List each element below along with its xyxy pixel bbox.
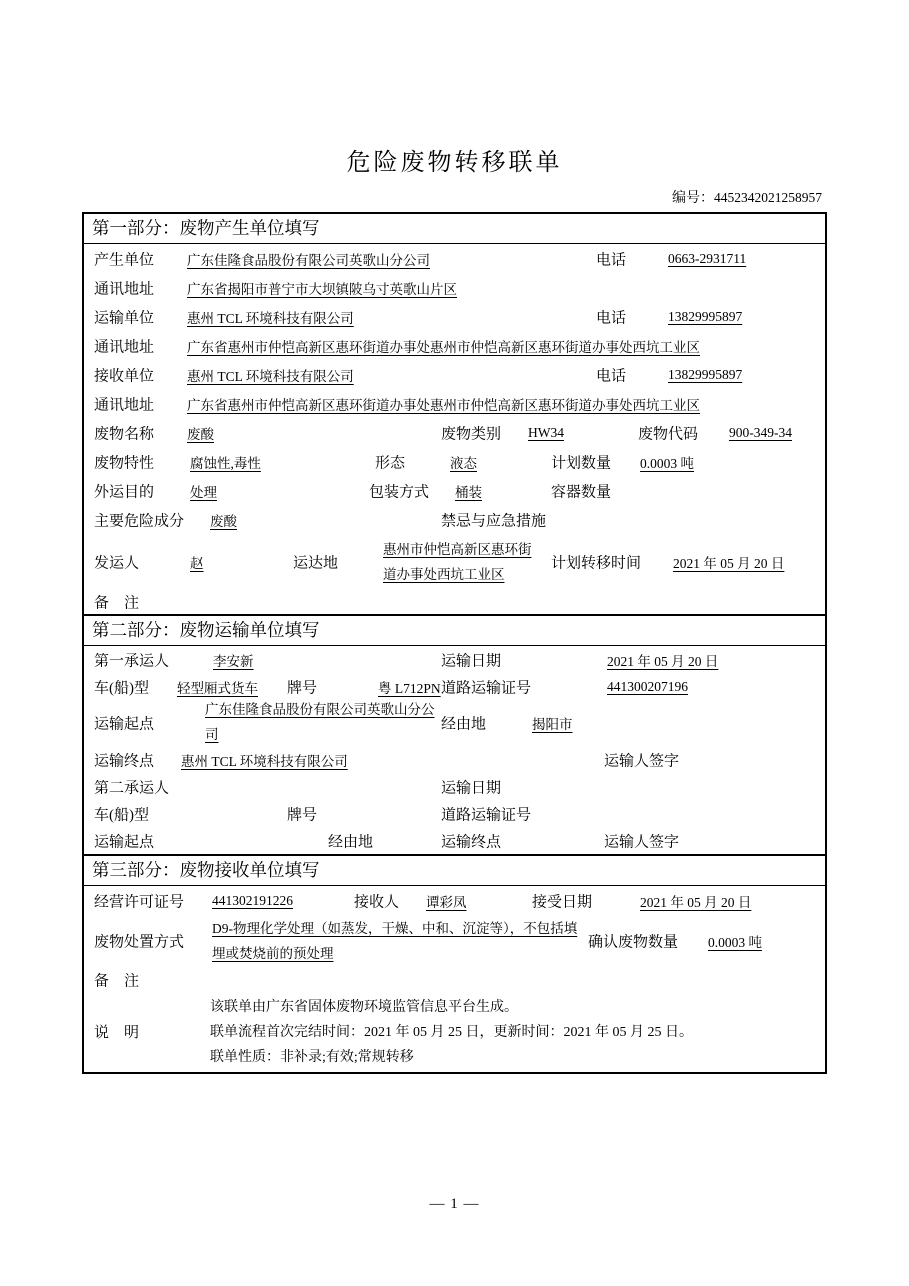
- row-transporter: [84, 302, 825, 331]
- waste-code-label: 废物代码: [638, 426, 699, 442]
- destination-value: 惠州市仲恺高新区惠环街道办事处西坑工业区: [383, 542, 532, 582]
- license-value: 441302191226: [212, 893, 293, 908]
- row-disposal: [84, 916, 825, 966]
- row-part1-remark: [84, 590, 825, 614]
- row-hazard: [84, 505, 825, 534]
- vehicle1-value: 轻型厢式货车: [177, 680, 258, 696]
- form-label: 形态: [375, 455, 406, 471]
- part3-note-line2: 联单流程首次完结时间：2021 年 05 月 25 日，更新时间：2021 年 05 月 25 日。: [210, 1025, 693, 1040]
- producer-address-label: 通讯地址: [94, 281, 155, 297]
- row-origin1: [84, 700, 825, 746]
- transporter-phone-label: 电话: [596, 310, 627, 326]
- producer-value: 广东佳隆食品股份有限公司英歌山分公司: [187, 252, 430, 268]
- row-license: [84, 886, 825, 916]
- part1-header: 第一部分：废物产生单位填写: [84, 214, 825, 244]
- row-producer-address: [84, 273, 825, 302]
- planned-qty-label: 计划数量: [551, 455, 612, 471]
- transport-date1-value: 2021 年 05 月 20 日: [607, 653, 719, 669]
- row-origin2: [84, 827, 825, 854]
- shipper-label: 发运人: [94, 555, 140, 572]
- transporter-address-label: 通讯地址: [94, 339, 155, 355]
- vehicle2-label: 车(船)型: [94, 807, 149, 823]
- part1-remark-label: 备 注: [94, 595, 140, 612]
- manifest-table: [82, 212, 827, 1074]
- waste-property-label: 废物特性: [94, 455, 155, 471]
- part3-note-label: 说 明: [94, 1025, 140, 1041]
- page-number: — 1 —: [429, 1196, 480, 1212]
- form-value: 液态: [450, 455, 477, 471]
- row-waste-name: [84, 418, 825, 447]
- plate1-label: 牌号: [287, 680, 318, 696]
- waste-category-label: 废物类别: [441, 426, 502, 442]
- carrier1-value: 李安新: [213, 653, 254, 669]
- transporter-value: 惠州 TCL 环境科技有限公司: [187, 310, 354, 326]
- shipper-value: 赵: [190, 556, 204, 571]
- disposal-label: 废物处置方式: [94, 934, 185, 951]
- transporter-phone-value: 13829995897: [668, 308, 743, 324]
- row-end1: [84, 746, 825, 773]
- part2-header: 第二部分：废物运输单位填写: [84, 614, 825, 646]
- row-producer: [84, 244, 825, 273]
- producer-phone-value: 0663-2931711: [668, 250, 747, 266]
- waste-category-value: HW34: [528, 424, 564, 440]
- part3-note-line1: 该联单由广东省固体废物环境监管信息平台生成。: [210, 1000, 518, 1015]
- row-receiver: [84, 360, 825, 389]
- carrier2-label: 第二承运人: [94, 780, 170, 796]
- row-vehicle1: [84, 673, 825, 700]
- planned-time-label: 计划转移时间: [551, 555, 642, 572]
- plate2-label: 牌号: [287, 807, 318, 823]
- receiver-value: 惠州 TCL 环境科技有限公司: [187, 368, 354, 384]
- row-part3-notes: [84, 994, 825, 1072]
- purpose-label: 外运目的: [94, 484, 155, 500]
- license-label: 经营许可证号: [94, 894, 185, 911]
- disposal-value: D9-物理化学处理（如蒸发，干燥、中和、沉淀等），不包括填埋或焚烧前的预处理: [212, 921, 578, 961]
- permit1-label: 道路运输证号: [441, 680, 532, 696]
- transport-date2-label: 运输日期: [441, 780, 502, 796]
- row-vehicle2: [84, 800, 825, 827]
- via1-label: 经由地: [441, 716, 487, 733]
- confirmed-qty-value: 0.0003 吨: [708, 935, 762, 950]
- part3-remark-label: 备 注: [94, 973, 140, 990]
- emergency-label: 禁忌与应急措施: [441, 513, 547, 529]
- planned-qty-value: 0.0003 吨: [640, 455, 694, 471]
- sign2-label: 运输人签字: [604, 834, 680, 850]
- origin2-label: 运输起点: [94, 834, 155, 850]
- purpose-value: 处理: [190, 484, 217, 500]
- container-qty-label: 容器数量: [551, 484, 612, 500]
- part3-header: 第三部分：废物接收单位填写: [84, 854, 825, 886]
- packaging-label: 包装方式: [369, 484, 430, 500]
- serial-number-label: 编号：: [672, 191, 714, 206]
- waste-name-label: 废物名称: [94, 426, 155, 442]
- waste-property-value: 腐蚀性,毒性: [190, 455, 261, 471]
- receiver-address-label: 通讯地址: [94, 397, 155, 413]
- recipient-label: 接收人: [354, 894, 400, 911]
- destination-label: 运达地: [293, 555, 339, 572]
- confirmed-qty-label: 确认废物数量: [588, 934, 679, 951]
- row-carrier1: [84, 646, 825, 673]
- document-title: 危险废物转移联单: [346, 150, 563, 176]
- row-purpose: [84, 476, 825, 505]
- serial-number-line: [0, 187, 822, 207]
- accept-date-label: 接受日期: [532, 894, 593, 911]
- producer-label: 产生单位: [94, 252, 155, 268]
- sign1-label: 运输人签字: [604, 753, 680, 769]
- row-waste-property: [84, 447, 825, 476]
- carrier1-label: 第一承运人: [94, 653, 170, 669]
- via1-value: 揭阳市: [532, 717, 573, 732]
- recipient-value: 谭彩凤: [426, 895, 467, 910]
- row-shipper: [84, 534, 825, 590]
- end2-label: 运输终点: [441, 834, 502, 850]
- serial-number-value: 4452342021258957: [714, 190, 822, 205]
- permit1-value: 441300207196: [607, 678, 688, 694]
- transport-date1-label: 运输日期: [441, 653, 502, 669]
- origin1-value: 广东佳隆食品股份有限公司英歌山分公司: [205, 702, 435, 742]
- via2-label: 经由地: [328, 834, 374, 850]
- producer-address-value: 广东省揭阳市普宁市大坝镇陂乌寸英歌山片区: [187, 281, 457, 297]
- row-carrier2: [84, 773, 825, 800]
- receiver-address-value: 广东省惠州市仲恺高新区惠环街道办事处惠州市仲恺高新区惠环街道办事处西坑工业区: [187, 397, 700, 413]
- permit2-label: 道路运输证号: [441, 807, 532, 823]
- receiver-phone-value: 13829995897: [668, 366, 743, 382]
- vehicle1-label: 车(船)型: [94, 680, 149, 696]
- row-part3-remark: [84, 966, 825, 994]
- accept-date-value: 2021 年 05 月 20 日: [640, 895, 752, 910]
- plate1-value: 粤 L712PN: [378, 680, 441, 696]
- origin1-label: 运输起点: [94, 716, 155, 733]
- waste-name-value: 废酸: [187, 426, 214, 442]
- part3-note-line3: 联单性质：非补录;有效;常规转移: [210, 1050, 414, 1065]
- transporter-address-value: 广东省惠州市仲恺高新区惠环街道办事处惠州市仲恺高新区惠环街道办事处西坑工业区: [187, 339, 700, 355]
- producer-phone-label: 电话: [596, 252, 627, 268]
- hazard-label: 主要危险成分: [94, 513, 185, 529]
- planned-time-value: 2021 年 05 月 20 日: [673, 556, 785, 571]
- end1-label: 运输终点: [94, 753, 155, 769]
- transporter-label: 运输单位: [94, 310, 155, 326]
- receiver-label: 接收单位: [94, 368, 155, 384]
- row-transporter-address: [84, 331, 825, 360]
- waste-code-value: 900-349-34: [729, 424, 792, 440]
- hazard-value: 废酸: [210, 513, 237, 529]
- end1-value: 惠州 TCL 环境科技有限公司: [181, 753, 348, 769]
- packaging-value: 桶装: [455, 484, 482, 500]
- receiver-phone-label: 电话: [596, 368, 627, 384]
- row-receiver-address: [84, 389, 825, 418]
